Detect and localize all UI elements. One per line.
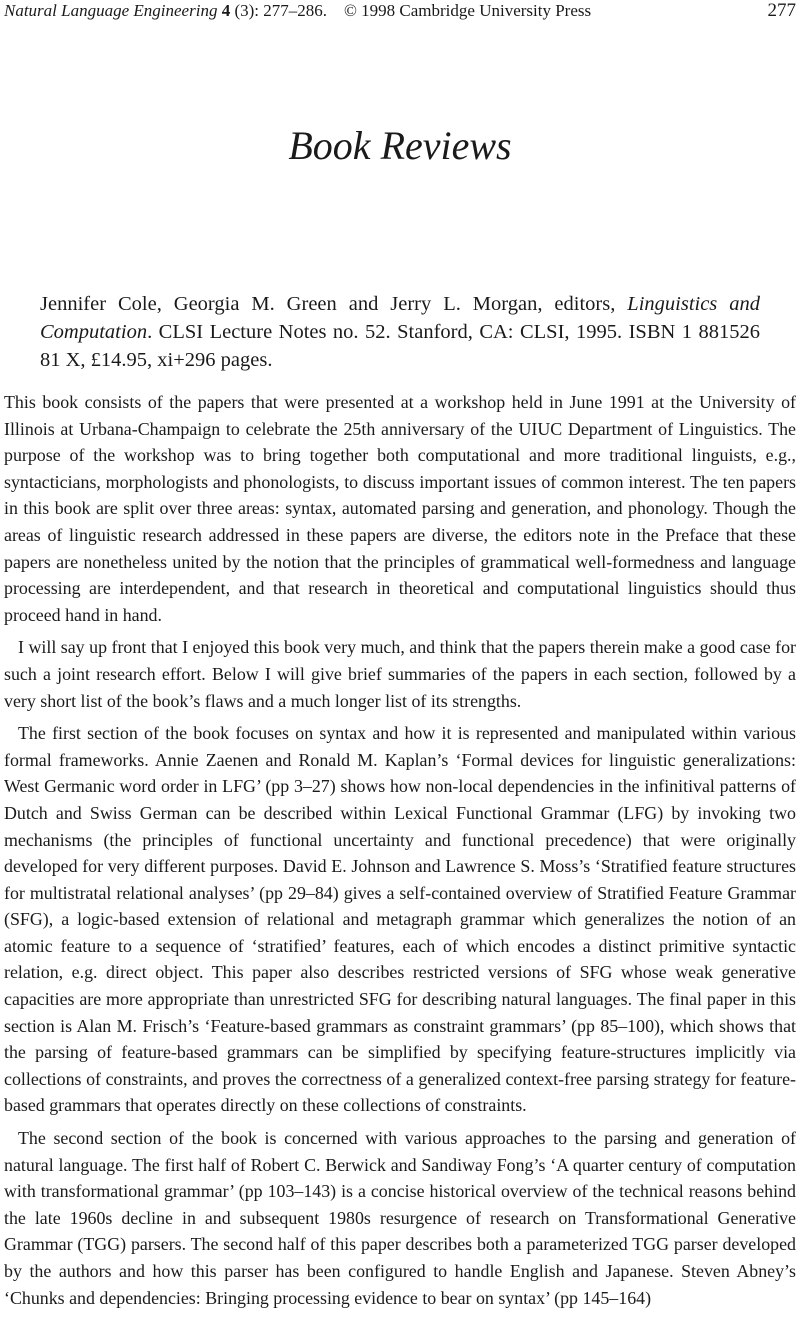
journal-volume: 4	[221, 1, 231, 20]
paragraph: The first section of the book focuses on syntax and how it is represented and manipulated within various formal frameworks. Annie Zaenen and Ronald M. Kaplan’s ‘Formal devices for linguistic generalizations: West Germanic word order in LFG’ (pp 3–27) shows how non-local dependencies in the infinitival patterns of Dutch and Swiss German can be described within Lexical Functional Grammar (LFG) by invoking two mechanisms (the principles of functional uncertainty and functional precedence) that were originally developed for very different purposes. David E. Johnson and Lawrence S. Moss’s ‘Stratified feature structures for multistratal relational analyses’ (pp 29–84) gives a self-contained overview of Stratified Feature Grammar (SFG), a logic-based extension of relational and metagraph grammar which generalizes the notion of an atomic feature to a sequence of ‘stratified’ features, each of which encodes a distinct primitive syntactic relation, e.g. direct object. This paper also describes restricted versions of SFG whose weak generative capacities are more appropriate than unrestricted SFG for describing natural languages. The final paper in this section is Alan M. Frisch’s ‘Feature-based grammars as constraint grammars’ (pp 85–100), which shows that the parsing of feature-based grammars can be simplified by specifying feature-structures implicitly via collections of constraints, and proves the correctness of a generalized context-free parsing strategy for feature-based grammars that operates directly on these collections of constraints.	[4, 723, 796, 1116]
review-body	[4, 389, 796, 1317]
running-head	[4, 0, 796, 24]
citation-book-title: Linguistics and Computation	[40, 293, 760, 343]
journal-issue-pages: (3): 277–286.	[234, 1, 327, 20]
citation-details: . CLSI Lecture Notes no. 52. Stanford, CA: CLSI, 1995. ISBN 1 881526 81 X, £14.95, xi+296 pages.	[40, 321, 760, 371]
book-citation	[40, 290, 760, 374]
citation-editors: Jennifer Cole, Georgia M. Green and Jerry L. Morgan, editors,	[40, 293, 616, 315]
journal-name: Natural Language Engineering	[4, 1, 218, 20]
paragraph: The second section of the book is concerned with various approaches to the parsing and generation of natural language. The first half of Robert C. Berwick and Sandiway Fong’s ‘A quarter century of computation with transformational grammar’ (pp 103–143) is a concise historical overview of the technical reasons behind the late 1960s decline in and subsequent 1980s resurgence of research on Transformational Generative Grammar (TGG) parsers. The second half of this paper describes both a parameterized TGG parser developed by the authors and how this parser has been configured to handle English and Japanese. Steven Abney’s ‘Chunks and dependencies: Bringing processing evidence to bear on syntax’ (pp 145–164)	[4, 1128, 796, 1308]
paragraph: I will say up front that I enjoyed this book very much, and think that the papers therein make a good case for such a joint research effort. Below I will give brief summaries of the papers in each section, followed by a very short list of the book’s flaws and a much longer list of its strengths.	[4, 637, 796, 711]
paragraph: This book consists of the papers that were presented at a workshop held in June 1991 at the University of Illinois at Urbana-Champaign to celebrate the 25th anniversary of the UIUC Department of Linguistics. The purpose of the workshop was to bring together both computational and more traditional linguists, e.g., syntacticians, morphologists and phonologists, to discuss important issues of common interest. The ten papers in this book are split over three areas: syntax, automated parsing and generation, and phonology. Though the areas of linguistic research addressed in these papers are diverse, the editors note in the Preface that these papers are nonetheless united by the notion that the principles of grammatical well-formedness and language processing are interdependent, and that research in theoretical and computational linguistics should thus proceed hand in hand.	[4, 392, 796, 625]
section-title: Book Reviews	[288, 123, 512, 168]
page-number: 277	[767, 0, 796, 21]
copyright-notice: © 1998 Cambridge University Press	[344, 1, 592, 20]
